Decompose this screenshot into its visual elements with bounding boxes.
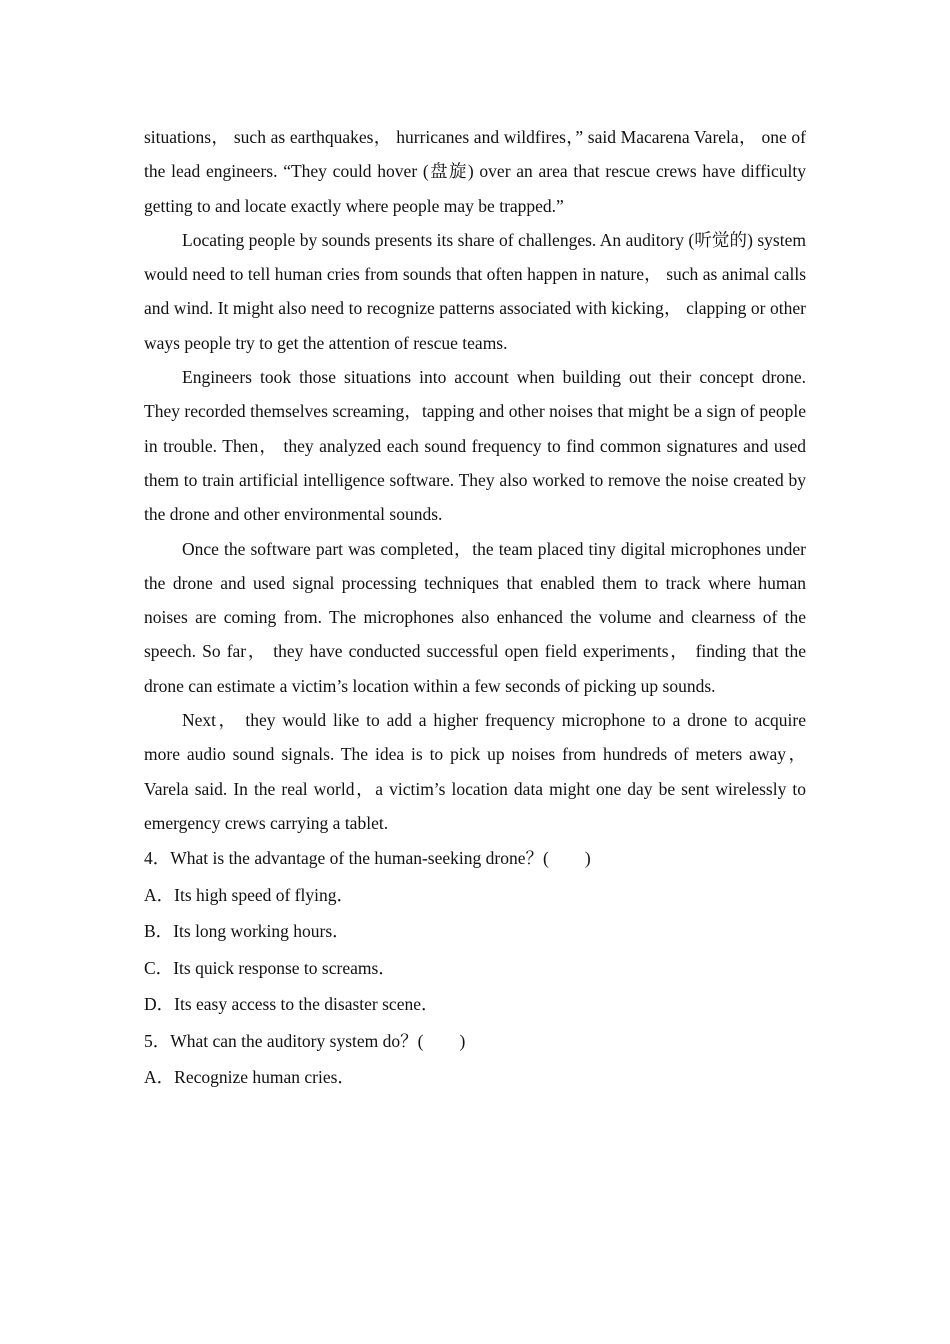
option-a: [144, 1059, 806, 1096]
option-text: Recognize human cries．: [174, 1067, 355, 1088]
option-text: Its easy access to the disaster scene．: [174, 994, 439, 1015]
question-text: What is the advantage of the human-seeking drone？(: [170, 848, 549, 869]
option-text: Its quick response to screams．: [173, 957, 396, 978]
question-stem: [144, 1023, 806, 1060]
question-5: [144, 1023, 806, 1096]
option-label: A．: [144, 1067, 175, 1088]
option-label: B．: [144, 921, 174, 942]
passage-paragraph-1: situations， such as earthquakes， hurricanes and wildfires，” said Macarena Varela， one of the lead engineers. “They could hover (盘旋) over an area that rescue crews have difficulty getting to and locate exactly where people may be trapped.”: [144, 127, 806, 216]
option-text: Its long working hours．: [173, 921, 350, 942]
passage-paragraph-3: Engineers took those situations into account when building out their concept drone. They recorded themselves screaming，tapping and other noises that might be a sign of people in trouble. Then， they analyzed each sound frequency to find common signatures and used them to train artificial intelligence software. They also worked to remove the noise created by the drone and other environmental sounds.: [144, 367, 806, 525]
option-text: Its high speed of flying．: [174, 884, 354, 905]
question-close-paren: ): [459, 1030, 466, 1051]
document-page: [144, 120, 806, 1096]
option-c: [144, 950, 806, 987]
question-number: 5．: [144, 1030, 171, 1051]
passage-paragraph-4: Once the software part was completed，the team placed tiny digital microphones under the drone and used signal processing techniques that enabled them to track where human noises are coming from. The microphones also enhanced the volume and clearness of the speech. So far， they have conducted successful open field experiments， finding that the drone can estimate a victim’s location within a few seconds of picking up sounds.: [144, 538, 806, 696]
question-text: What can the auditory system do？(: [170, 1030, 424, 1051]
option-d: [144, 986, 806, 1023]
question-4: [144, 840, 806, 1023]
option-a: [144, 877, 806, 914]
option-b: [144, 913, 806, 950]
reading-passage: [144, 120, 806, 840]
question-number: 4．: [144, 848, 171, 869]
question-stem: [144, 840, 806, 877]
option-label: C．: [144, 957, 174, 978]
passage-paragraph-2: Locating people by sounds presents its share of challenges. An auditory (听觉的) system would need to tell human cries from sounds that often happen in nature， such as animal calls and wind. It might also need to recognize patterns associated with kicking， clapping or other ways people try to get the attention of rescue teams.: [144, 229, 806, 353]
passage-paragraph-5: Next， they would like to add a higher frequency microphone to a drone to acquire more audio sound signals. The idea is to pick up noises from hundreds of meters away，Varela said. In the real world，a victim’s location data might one day be sent wirelessly to emergency crews carrying a tablet.: [144, 710, 806, 833]
question-close-paren: ): [584, 848, 591, 869]
option-label: A．: [144, 884, 175, 905]
option-label: D．: [144, 994, 175, 1015]
